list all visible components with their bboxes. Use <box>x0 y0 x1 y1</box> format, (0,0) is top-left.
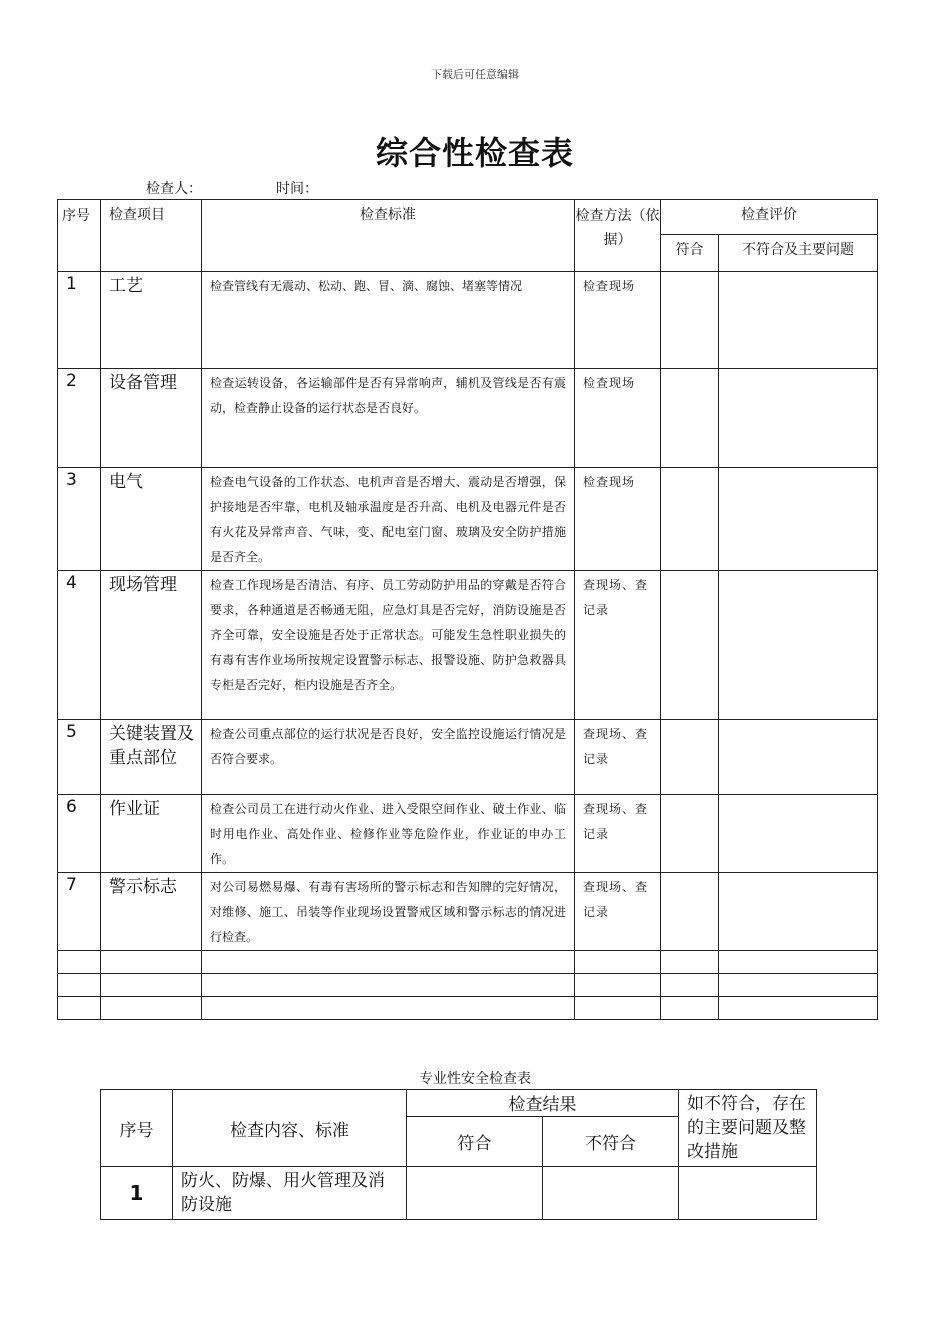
empty-cell[interactable] <box>101 974 202 997</box>
table-row <box>58 468 878 571</box>
row-method: 查现场、查记录 <box>575 571 661 720</box>
row-seq: 5 <box>58 720 101 795</box>
row-method: 检查现场 <box>575 272 661 369</box>
empty-cell[interactable] <box>719 997 878 1020</box>
empty-cell[interactable] <box>58 951 101 974</box>
row-item: 工艺 <box>101 272 202 369</box>
row-standard: 检查公司员工在进行动火作业、进入受限空间作业、破土作业、临时用电作业、高处作业、检修作业等危险作业，作业证的申办工作。 <box>202 795 575 873</box>
row-method: 查现场、查记录 <box>575 873 661 951</box>
row-method: 检查现场 <box>575 369 661 468</box>
row-item: 电气 <box>101 468 202 571</box>
t2-row-conform-cell[interactable] <box>407 1167 543 1220</box>
row-seq: 7 <box>58 873 101 951</box>
row-standard: 检查电气设备的工作状态、电机声音是否增大、震动是否增强，保护接地是否牢靠，电机及轴承温度是否升高、电机及电器元件是否有火花及异常声音、气味，变、配电室门窗、玻璃及安全防护措施是否齐全。 <box>202 468 575 571</box>
empty-cell[interactable] <box>719 951 878 974</box>
row-nonconform-cell[interactable] <box>719 468 878 571</box>
row-seq: 6 <box>58 795 101 873</box>
t2-header-issues: 如不符合，存在的主要问题及整改措施 <box>679 1090 817 1167</box>
empty-cell[interactable] <box>58 997 101 1020</box>
row-item: 现场管理 <box>101 571 202 720</box>
t2-row-seq: 1 <box>101 1167 173 1220</box>
row-standard: 对公司易燃易爆、有毒有害场所的警示标志和告知牌的完好情况，对维修、施工、吊装等作业现场设置警戒区域和警示标志的情况进行检查。 <box>202 873 575 951</box>
row-nonconform-cell[interactable] <box>719 369 878 468</box>
row-conform-cell[interactable] <box>661 795 719 873</box>
empty-cell[interactable] <box>661 951 719 974</box>
row-nonconform-cell[interactable] <box>719 571 878 720</box>
comprehensive-check-table <box>57 199 878 1020</box>
row-standard: 检查运转设备，各运输部件是否有异常响声，辅机及管线是否有震动，检查静止设备的运行状态是否良好。 <box>202 369 575 468</box>
header-method: 检查方法（依据） <box>575 200 661 272</box>
row-method: 查现场、查记录 <box>575 795 661 873</box>
empty-cell[interactable] <box>101 951 202 974</box>
row-nonconform-cell[interactable] <box>719 720 878 795</box>
row-standard: 检查工作现场是否清洁、有序、员工劳动防护用品的穿戴是否符合要求，各种通道是否畅通无阻，应急灯具是否完好，消防设施是否齐全可靠，安全设施是否处于正常状态。可能发生急性职业损失的有毒有害作业场所按规定设置警示标志、报警设施、防护急救器具专柜是否完好，柜内设施是否齐全。 <box>202 571 575 720</box>
row-item: 作业证 <box>101 795 202 873</box>
row-conform-cell[interactable] <box>661 873 719 951</box>
empty-cell[interactable] <box>575 974 661 997</box>
empty-cell[interactable] <box>661 997 719 1020</box>
empty-cell[interactable] <box>575 997 661 1020</box>
empty-row <box>58 951 878 974</box>
empty-cell[interactable] <box>58 974 101 997</box>
row-conform-cell[interactable] <box>661 272 719 369</box>
t2-header-seq: 序号 <box>101 1090 173 1167</box>
t2-header-content: 检查内容、标准 <box>173 1090 407 1167</box>
row-standard: 检查公司重点部位的运行状况是否良好，安全监控设施运行情况是否符合要求。 <box>202 720 575 795</box>
table-row <box>58 272 878 369</box>
header-standard: 检查标准 <box>202 200 575 272</box>
row-method: 检查现场 <box>575 468 661 571</box>
row-standard: 检查管线有无震动、松动、跑、冒、滴、腐蚀、堵塞等情况 <box>202 272 575 369</box>
empty-cell[interactable] <box>661 974 719 997</box>
empty-cell[interactable] <box>202 951 575 974</box>
table-row <box>58 369 878 468</box>
row-seq: 3 <box>58 468 101 571</box>
row-conform-cell[interactable] <box>661 369 719 468</box>
header-nonconform: 不符合及主要问题 <box>719 235 878 272</box>
page-title: 综合性检查表 <box>375 134 574 172</box>
table-row <box>58 795 878 873</box>
table-row <box>58 571 878 720</box>
row-conform-cell[interactable] <box>661 720 719 795</box>
row-nonconform-cell[interactable] <box>719 795 878 873</box>
empty-cell[interactable] <box>101 997 202 1020</box>
row-item: 警示标志 <box>101 873 202 951</box>
row-item: 设备管理 <box>101 369 202 468</box>
t2-header-nonconform: 不符合 <box>543 1116 679 1166</box>
empty-cell[interactable] <box>202 997 575 1020</box>
row-nonconform-cell[interactable] <box>719 272 878 369</box>
t2-header-conform: 符合 <box>407 1116 543 1166</box>
empty-row <box>58 974 878 997</box>
table-row <box>58 873 878 951</box>
specialized-safety-check-table <box>100 1089 817 1220</box>
t2-row-issues-cell[interactable] <box>679 1167 817 1220</box>
row-item: 关键装置及重点部位 <box>101 720 202 795</box>
empty-row <box>58 997 878 1020</box>
section-subtitle: 专业性安全检查表 <box>419 1071 531 1087</box>
row-seq: 2 <box>58 369 101 468</box>
table-row <box>58 720 878 795</box>
t2-row-nonconform-cell[interactable] <box>543 1167 679 1220</box>
t2-row-content: 防火、防爆、用火管理及消防设施 <box>173 1167 407 1220</box>
inspector-label: 检查人： <box>146 181 202 197</box>
empty-cell[interactable] <box>202 974 575 997</box>
empty-cell[interactable] <box>575 951 661 974</box>
empty-cell[interactable] <box>719 974 878 997</box>
time-label: 时间： <box>276 181 318 197</box>
header-item: 检查项目 <box>101 200 202 272</box>
row-conform-cell[interactable] <box>661 571 719 720</box>
row-seq: 4 <box>58 571 101 720</box>
row-nonconform-cell[interactable] <box>719 873 878 951</box>
row-seq: 1 <box>58 272 101 369</box>
row-conform-cell[interactable] <box>661 468 719 571</box>
table-row <box>101 1167 817 1220</box>
t2-header-result: 检查结果 <box>407 1090 679 1117</box>
row-method: 查现场、查记录 <box>575 720 661 795</box>
header-seq: 序号 <box>58 200 101 272</box>
header-evaluation: 检查评价 <box>661 200 878 235</box>
header-note: 下载后可任意编辑 <box>431 68 519 81</box>
header-conform: 符合 <box>661 235 719 272</box>
